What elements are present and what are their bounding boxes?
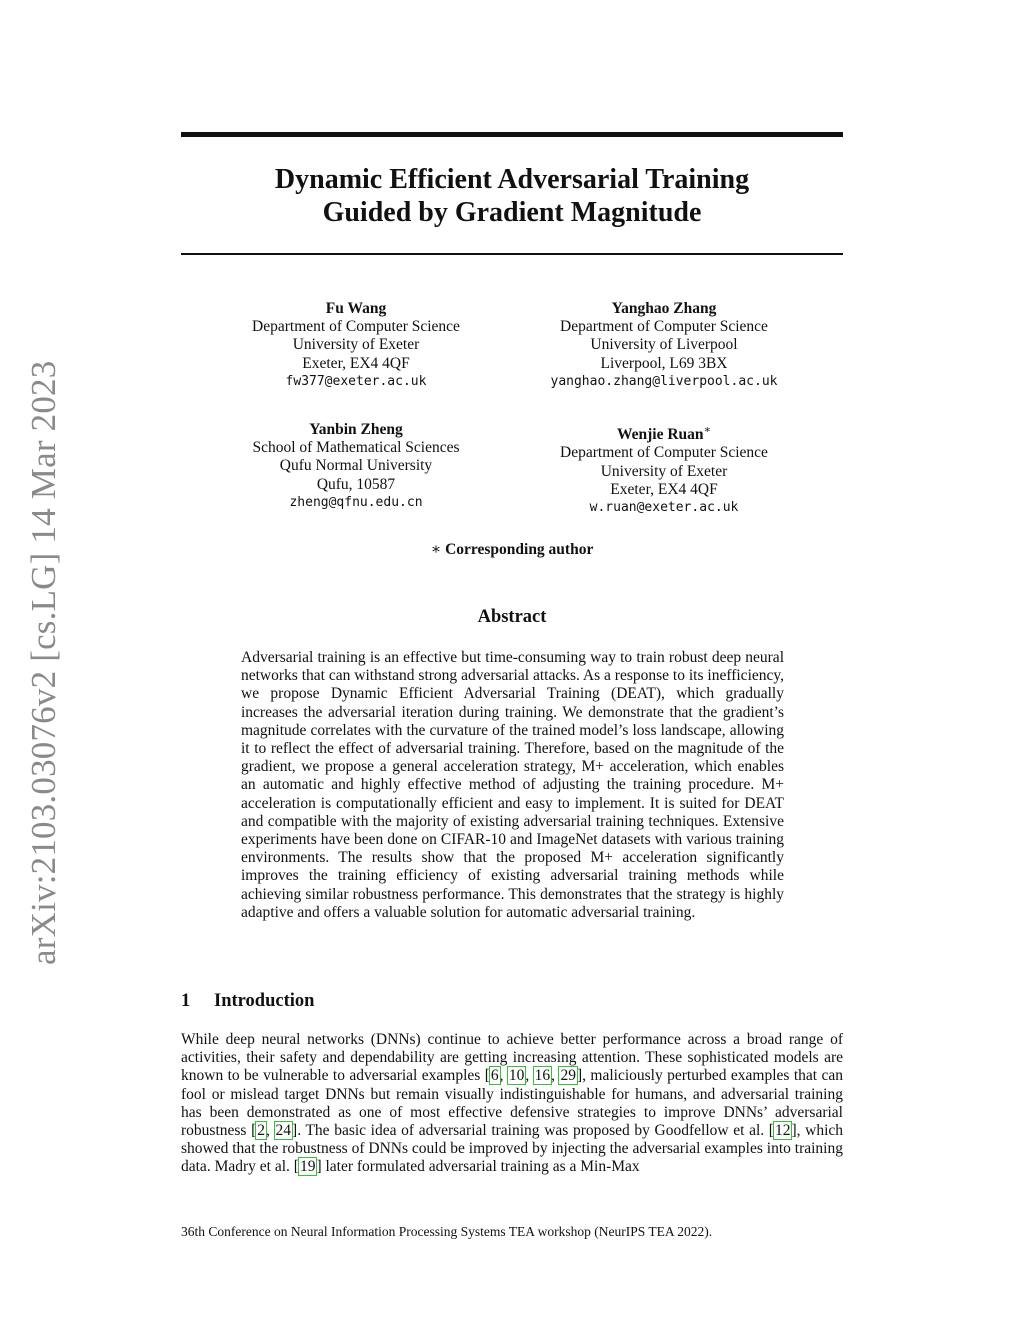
corresponding-label: Corresponding author (445, 541, 594, 558)
corresponding-mark: ∗ (703, 424, 712, 436)
intro-text-segment: ], which showed that the robustness of DNNs could be improved by injecting the adversarial examples into training data. Madry et al. [ (181, 1122, 844, 1176)
citation-link[interactable]: 16 (534, 1067, 551, 1085)
intro-text-segment: ], maliciously perturbed examples that can fool or mislead target DNNs but remain visually indistinguishable for humans, and adversarial training has been demonstrated as one of most effective defensive strategies to improve DNNs’ adversarial robustness [ (181, 1067, 844, 1140)
author-name-row (504, 421, 824, 444)
author-address: Exeter, EX4 4QF (302, 354, 410, 372)
section-number: 1 (181, 991, 191, 1011)
author-email[interactable]: fw377@exeter.ac.uk (285, 373, 427, 389)
author-institution: Qufu Normal University (279, 457, 433, 475)
author-department: Department of Computer Science (252, 318, 460, 336)
corresponding-mark: ∗ (430, 541, 442, 558)
paper-title (181, 163, 843, 229)
citation-link[interactable]: 6 (490, 1067, 499, 1085)
author-address: Liverpool, L69 3BX (600, 354, 728, 372)
citation-link[interactable]: 2 (257, 1122, 266, 1140)
intro-text-segment: ] later formulated adversarial training as a Min-Max (316, 1158, 640, 1176)
corresponding-author-note (181, 541, 843, 559)
author-email[interactable]: yanghao.zhang@liverpool.ac.uk (550, 373, 778, 389)
arxiv-identifier: arXiv:2103.03076v2 [cs.LG] 14 Mar 2023 (24, 360, 63, 965)
title-line-1: Dynamic Efficient Adversarial Training (274, 164, 750, 195)
author-name: Yanbin Zheng (309, 421, 403, 438)
author-block (504, 421, 824, 517)
author-institution: University of Exeter (292, 336, 420, 354)
title-line-2: Guided by Gradient Magnitude (322, 197, 702, 228)
author-name: Fu Wang (325, 300, 387, 317)
author-email[interactable]: zheng@qfnu.edu.cn (289, 494, 423, 510)
section-heading-introduction (181, 990, 843, 1012)
citation-link[interactable]: 29 (560, 1067, 576, 1085)
title-rule-top (181, 132, 843, 137)
title-rule-bottom (181, 253, 843, 255)
author-address: Qufu, 10587 (316, 475, 396, 493)
author-email[interactable]: w.ruan@exeter.ac.uk (589, 499, 739, 515)
citation-separator: , (499, 1067, 508, 1085)
author-address: Exeter, EX4 4QF (610, 480, 718, 498)
section-title: Introduction (214, 991, 315, 1011)
citation-link[interactable]: 10 (508, 1067, 525, 1085)
citation-separator: , (525, 1067, 534, 1085)
introduction-paragraph (181, 1031, 843, 1177)
citation-link[interactable]: 19 (299, 1158, 316, 1176)
conference-footnote: 36th Conference on Neural Information Processing Systems TEA workshop (NeurIPS TEA 2022). (181, 1224, 713, 1239)
author-block (196, 300, 516, 391)
intro-text-segment: ]. The basic idea of adversarial training was proposed by Goodfellow et al. [ (292, 1122, 774, 1140)
author-institution: University of Exeter (600, 462, 728, 480)
author-department: Department of Computer Science (560, 444, 768, 462)
author-department: Department of Computer Science (560, 318, 768, 336)
intro-text-segment: While deep neural networks (DNNs) continue to achieve better performance across a broad range of activities, their safety and dependability are getting increasing attention. These sophisticated models are known to be vulnerable to adversarial examples [ (181, 1031, 843, 1085)
citation-link[interactable]: 24 (275, 1122, 292, 1140)
author-block (196, 421, 516, 512)
abstract-body: Adversarial training is an effective but time-consuming way to train robust deep neural networks that can withstand strong adversarial attacks. As a response to its inefficiency, we propose Dynamic Efficient Adversarial Training (DEAT), which gradually increases the adversarial iteration during training. We demonstrate that the gradient’s magnitude correlates with the curvature of the trained model’s loss landscape, allowing it to reflect the effect of adversarial training. Therefore, based on the magnitude of the gradient, we propose a general acceleration strategy, M+ acceleration, which enables an automatic and highly effective method of adjusting the training procedure. M+ acceleration is computationally efficient and easy to implement. It is suited for DEAT and compatible with the majority of existing adversarial training techniques. Extensive experiments have been done on CIFAR-10 and ImageNet datasets with various training environments. The results show that the proposed M+ acceleration significantly improves the training efficiency of existing adversarial training methods while achieving similar robustness performance. This demonstrates that the strategy is highly adaptive and offers a valuable solution for automatic adversarial training. (241, 649, 784, 921)
citation-separator: , (266, 1122, 275, 1140)
author-department: School of Mathematical Sciences (252, 439, 460, 457)
author-name: Wenjie Ruan (616, 426, 704, 444)
author-name: Yanghao Zhang (611, 300, 717, 317)
citation-link[interactable]: 12 (774, 1122, 791, 1140)
abstract-heading: Abstract (477, 607, 547, 627)
citation-separator: , (551, 1067, 560, 1085)
author-institution: University of Liverpool (590, 336, 738, 354)
author-block (504, 300, 824, 391)
